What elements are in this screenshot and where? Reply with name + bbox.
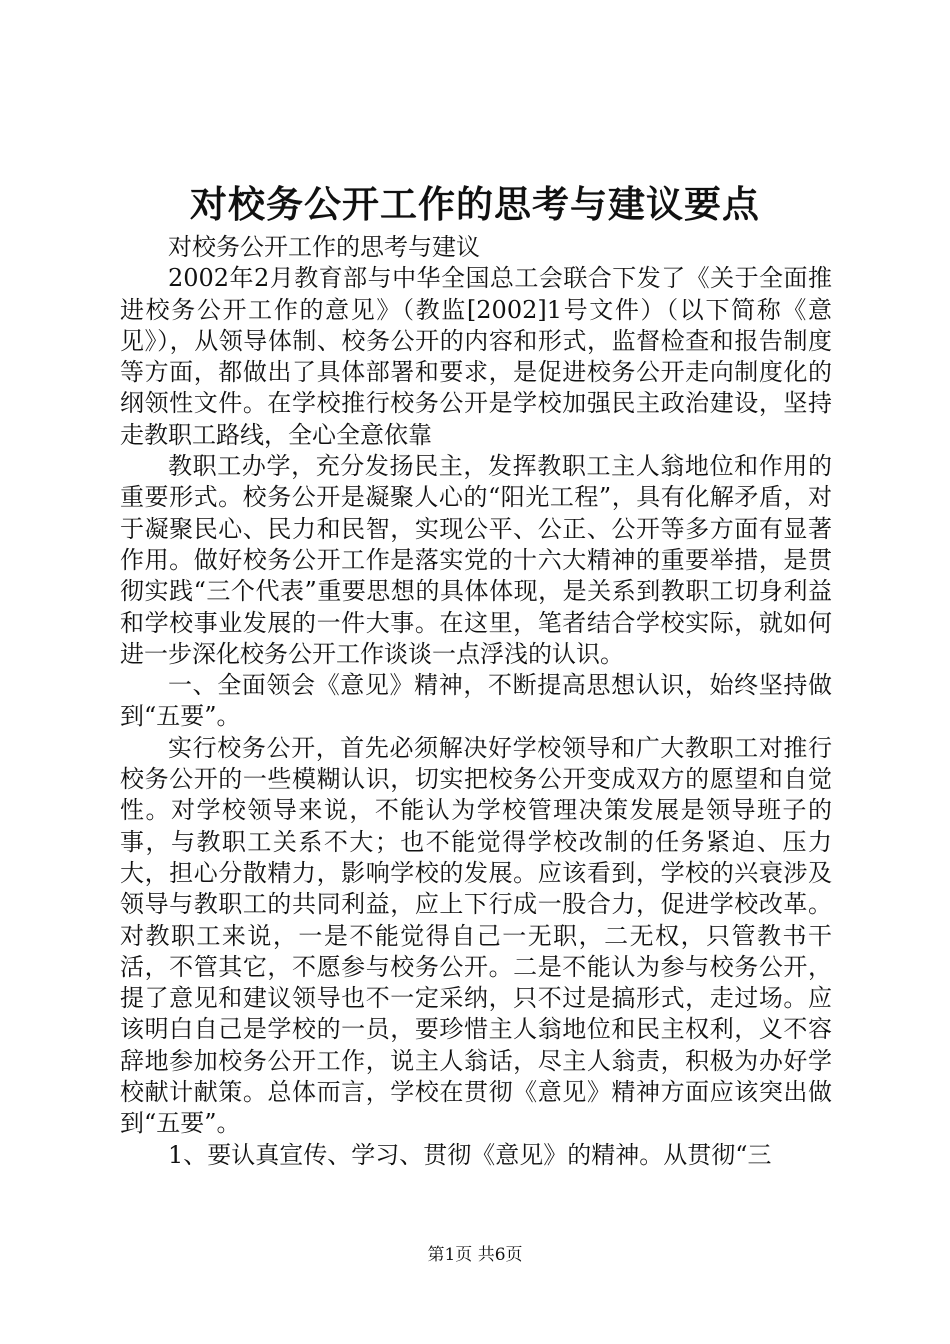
paragraph-main: 实行校务公开，首先必须解决好学校领导和广大教职工对推行校务公开的一些模糊认识，切实把校务公开变成双方的愿望和自觉性。对学校领导来说，不能认为学校管理决策发展是领导班子的事，与教职工关系不大；也不能觉得学校改制的任务紧迫、压力大，担心分散精力，影响学校的发展。应该看到，学校的兴衰涉及领导与教职工的共同利益，应上下行成一股合力，促进学校改革。对教职工来说，一是不能觉得自己一无职，二无权，只管教书干活，不管其它，不愿参与校务公开。二是不能认为参与校务公开，提了意见和建议领导也不一定采纳，只不过是搞形式，走过场。应该明白自己是学校的一员，要珍惜主人翁地位和民主权利，义不容辞地参加校务公开工作，说主人翁话，尽主人翁责，积极为办好学校献计献策。总体而言，学校在贯彻《意见》精神方面应该突出做到“五要”。 [120, 733, 832, 1138]
paragraph-section-heading: 一、全面领会《意见》精神，不断提高思想认识，始终坚持做到“五要”。 [120, 671, 832, 731]
paragraph-subtitle: 对校务公开工作的思考与建议 [168, 233, 480, 261]
document-body [120, 232, 832, 1171]
paragraph-item-1: 1、要认真宣传、学习、贯彻《意见》的精神。从贯彻“三 [168, 1140, 772, 1169]
paragraph-continuation: 教职工办学，充分发扬民主，发挥教职工主人翁地位和作用的重要形式。校务公开是凝聚人心的“阳光工程”，具有化解矛盾，对于凝聚民心、民力和民智，实现公平、公正、公开等多方面有显著作用。做好校务公开工作是落实党的十六大精神的重要举措，是贯彻实践“三个代表”重要思想的具体体现，是关系到教职工切身利益和学校事业发展的一件大事。在这里，笔者结合学校实际，就如何进一步深化校务公开工作谈谈一点浮浅的认识。 [120, 452, 832, 668]
document-title: 对校务公开工作的思考与建议要点 [190, 182, 760, 226]
paragraph-intro: 2002年2月教育部与中华全国总工会联合下发了《关于全面推进校务公开工作的意见》（教监[2002]1号文件）（以下简称《意见》），从领导体制、校务公开的内容和形式，监督检查和报告制度等方面，都做出了具体部署和要求，是促进校务公开走向制度化的纲领性文件。在学校推行校务公开是学校加强民主政治建设，坚持走教职工路线，全心全意依靠 [120, 264, 832, 449]
page-footer: 第1页 共6页 [427, 1245, 523, 1265]
